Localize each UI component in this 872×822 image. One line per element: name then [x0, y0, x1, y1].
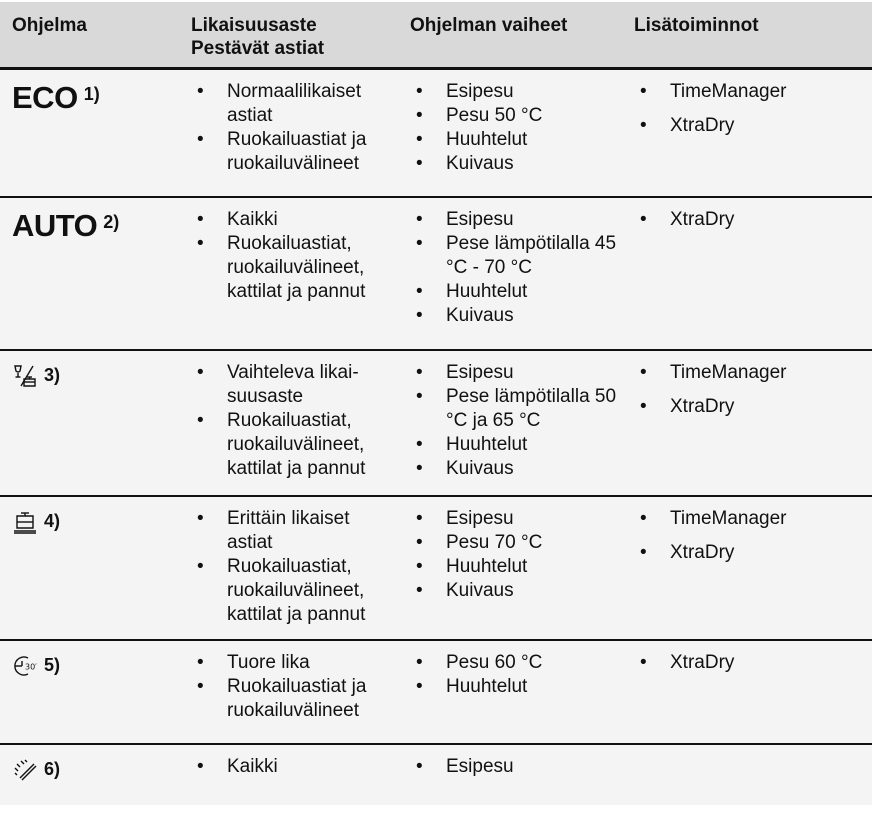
list-item: • TimeManager	[634, 507, 872, 531]
list-item: • Ruokailuastiat, ruokailuvälineet, kattilat ja pannut	[191, 232, 398, 304]
phases-cell	[398, 497, 622, 639]
glass-pot-mixed-icon	[12, 364, 38, 388]
list-item: • Pese lämpötilalla 50 °C ja 65 °C	[410, 385, 622, 433]
soil-cell	[179, 641, 398, 743]
list-item: • TimeManager	[634, 361, 872, 385]
header-phases: Ohjelman vaiheet	[410, 15, 568, 36]
list-item: • Kaikki	[191, 755, 398, 779]
phases-cell	[398, 641, 622, 743]
table-row	[0, 497, 872, 641]
list-item: • Normaalilikaiset astiat	[191, 80, 398, 128]
header-program: Ohjelma	[12, 15, 87, 36]
list-item: • Kuivaus	[410, 152, 622, 176]
soil-cell	[179, 745, 398, 805]
svg-text:30′: 30′	[25, 662, 37, 672]
extras-cell	[622, 351, 872, 495]
list-item: • Esipesu	[410, 208, 622, 232]
list-item: • Kuivaus	[410, 579, 622, 603]
list-item: • Vaihteleva likai-suusaste	[191, 361, 398, 409]
list-item: • Huuhtelut	[410, 555, 622, 579]
list-item: • Erittäin likaiset astiat	[191, 507, 398, 555]
list-item: • Esipesu	[410, 755, 622, 779]
table-row	[0, 745, 872, 805]
list-item: • XtraDry	[634, 208, 872, 232]
list-item: • TimeManager	[634, 80, 872, 104]
list-item: • Ruokailuastiat ja ruokailuvälineet	[191, 675, 398, 723]
list-item: • Kuivaus	[410, 304, 622, 328]
list-item: • XtraDry	[634, 541, 872, 565]
list-item: • Esipesu	[410, 361, 622, 385]
soil-cell	[179, 70, 398, 196]
extras-cell	[622, 70, 872, 196]
table-row	[0, 198, 872, 351]
footnote: 5)	[44, 655, 61, 675]
table-row	[0, 351, 872, 497]
list-item: • Pesu 60 °C	[410, 651, 622, 675]
soil-cell	[179, 198, 398, 349]
footnote: 2)	[103, 212, 120, 232]
list-item: • Ruokailuastiat ja ruokailuvälineet	[191, 128, 398, 176]
table-header-row	[0, 2, 872, 70]
list-item: • Tuore lika	[191, 651, 398, 675]
list-item: • Ruokailuastiat, ruokailuvälineet, kattilat ja pannut	[191, 555, 398, 627]
prewash-spray-icon	[12, 758, 38, 782]
list-item: • Huuhtelut	[410, 675, 622, 699]
phases-cell	[398, 70, 622, 196]
list-item: • Pesu 50 °C	[410, 104, 622, 128]
header-soil-line2: Pestävät astiat	[191, 38, 325, 59]
table-row	[0, 70, 872, 198]
extras-cell	[622, 641, 872, 743]
list-item: • XtraDry	[634, 651, 872, 675]
list-item: • Huuhtelut	[410, 280, 622, 304]
extras-cell	[622, 745, 872, 805]
intensive-pot-icon	[12, 510, 38, 534]
list-item: • Huuhtelut	[410, 433, 622, 457]
soil-cell	[179, 497, 398, 639]
footnote: 6)	[44, 759, 61, 779]
program-cell	[0, 351, 179, 495]
list-item: • Huuhtelut	[410, 128, 622, 152]
header-extras: Lisätoiminnot	[634, 15, 759, 36]
list-item: • Esipesu	[410, 80, 622, 104]
program-cell	[0, 70, 179, 196]
extras-cell	[622, 497, 872, 639]
program-cell	[0, 497, 179, 639]
header-soil	[179, 2, 398, 67]
quick-30-clock-icon	[12, 654, 38, 678]
list-item: • Kaikki	[191, 208, 398, 232]
list-item: • XtraDry	[634, 395, 872, 419]
footnote: 1)	[83, 84, 100, 104]
program-cell	[0, 745, 179, 805]
phases-cell	[398, 198, 622, 349]
list-item: • Ruokailuastiat, ruokailuvälineet, kattilat ja pannut	[191, 409, 398, 481]
soil-cell	[179, 351, 398, 495]
list-item: • Pesu 70 °C	[410, 531, 622, 555]
program-cell	[0, 198, 179, 349]
phases-cell	[398, 351, 622, 495]
program-label: AUTO	[12, 208, 98, 243]
program-label: ECO	[12, 80, 78, 115]
list-item: • Esipesu	[410, 507, 622, 531]
table-row	[0, 641, 872, 745]
list-item: • XtraDry	[634, 114, 872, 138]
extras-cell	[622, 198, 872, 349]
list-item: • Kuivaus	[410, 457, 622, 481]
footnote: 3)	[44, 365, 61, 385]
header-soil-line1: Likaisuusaste	[191, 15, 317, 36]
list-item: • Pese lämpötilalla 45 °C - 70 °C	[410, 232, 622, 280]
programme-table	[0, 2, 872, 805]
program-cell	[0, 641, 179, 743]
phases-cell	[398, 745, 622, 805]
footnote: 4)	[44, 511, 61, 531]
